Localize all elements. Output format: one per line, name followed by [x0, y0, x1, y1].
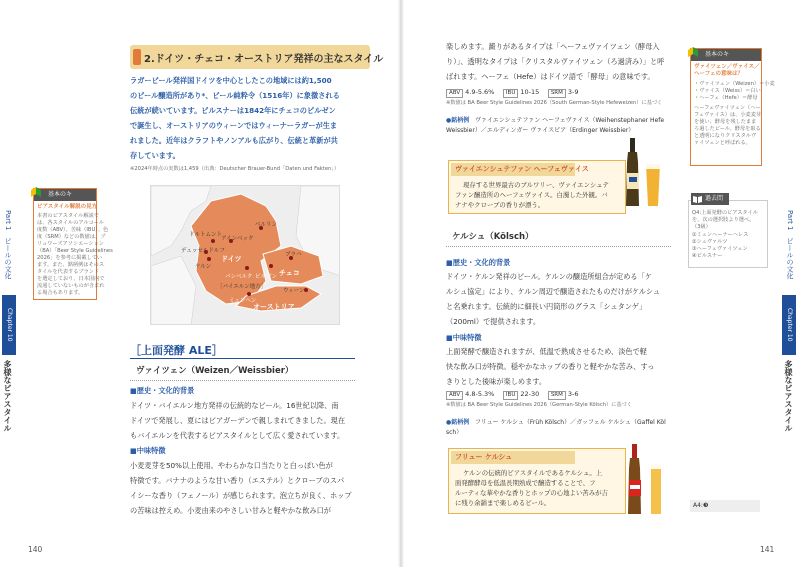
example1-text-2: Weissbier）／エルディンガー ヴァイスビア（Erdinger Weissbier）	[446, 127, 635, 134]
quiz-box	[688, 195, 768, 268]
frueh-koelsch-bottle-icon	[626, 444, 666, 516]
section-marker-icon	[133, 49, 141, 65]
kihon-line: タイルを代表するブランド	[37, 269, 100, 275]
quiz-line: Q4:上面発酵のビアスタイル	[692, 210, 758, 216]
book-gutter	[398, 0, 404, 567]
map-city-praha: プラハ	[285, 252, 302, 258]
style1-title: ヴァイツェン（Weizen／Weissbier）	[136, 366, 294, 376]
feature-line: の苦味は控えめ。小麦由来のやさしい甘みと軽やかな飲み口が	[130, 506, 331, 515]
kihon2-line: ・ヴァイス（Weiss）＝白い	[694, 88, 761, 94]
history2-line: と名乗れます。伝統的に細長い円筒形のグラス「シュタンゲ」	[446, 302, 647, 311]
kihon-box	[33, 188, 113, 300]
quiz-line: （3級）	[692, 224, 711, 230]
side-chapter-title-right: 多様なビアスタイル	[784, 360, 793, 432]
feature-label: ■中味特徴	[130, 446, 166, 455]
kihon2-line: を使い、酵母を残したまま	[694, 119, 757, 125]
quiz-header: 過去問	[691, 193, 729, 205]
section-heading	[130, 45, 384, 69]
quiz-option: ③ヘーフェヴァイツェン	[692, 246, 748, 252]
chapter-tab-right: Chapter 10	[782, 295, 796, 355]
quiz-option: ①ミュンヘーナーヘレス	[692, 232, 749, 238]
example2-label: ●銘柄例	[446, 419, 470, 426]
side-part-label: Part 1 ビールの文化	[4, 210, 12, 280]
rec2-line: ケルンの伝統的ビアスタイルであるケルシュ。上	[463, 469, 603, 477]
intro-line: 伝統が続いています。ビルスナーは1842年にチェコのピルゼン	[130, 106, 336, 115]
rec1-line: 現存する世界最古のブルワリー、ヴァイエンシュテ	[463, 181, 609, 189]
rec2-line: ルーティな華やかな香りとホップの心地よい苦みが吉	[455, 489, 608, 497]
cont-line: り）」、透明なタイプは「クリスタルヴァイツェン（ろ過済み）」と呼	[446, 57, 665, 66]
feature-line: イシーな香り（フェノール）が感じられます。泡立ちが良く、ホップ	[130, 491, 352, 500]
kihon-line: を選定しており、日本国内で	[37, 276, 105, 282]
kihon-line: ます。また、銘柄例はそのス	[37, 262, 105, 268]
history-line: ドイツで発展し、夏にはビアガーデンで親しまれてきました。現在	[130, 416, 346, 425]
feature2-label: ■中味特徴	[446, 333, 482, 342]
cont-line: 楽しめます。澱りがあるタイプは「ヘーフェヴァイツェン（酵母入	[446, 42, 660, 51]
kihon2-header: 基本のキ	[691, 49, 761, 61]
rec1-line: ナナやクローブの香りが漂う。	[455, 201, 545, 209]
footnote: ※2024年時点の実数は1,459（出典：Deutscher Brauer-Bund「Daten und Fakten」）	[130, 166, 340, 172]
quiz-answer: A4:❸	[690, 500, 760, 512]
spec-note-2: ※数値は BA Beer Style Guidelines 2026（German-Style Kölsch）に基づく	[446, 402, 632, 408]
feature-line: 特徴です。バナナのような甘い香り（エステル）とクローブのスパ	[130, 476, 345, 485]
kihon-line: は、各スタイルのアルコール	[37, 220, 105, 226]
kihon-title: ビアスタイル解説の見方	[37, 204, 98, 210]
spec-note-1: ※数値は BA Beer Style Guidelines 2026（South German-Style Hefeweizen）に基づく	[446, 100, 663, 106]
kihon2-line: ろ過したビール。酵母を取る	[694, 126, 761, 132]
map-shapes	[151, 186, 340, 325]
feature2-line: 快な飲み口が特徴。穏やかなホップの香りと軽やかな苦み、すっ	[446, 362, 655, 371]
divider	[130, 380, 355, 381]
recommend-box-2	[448, 448, 626, 514]
sub-heading-rule	[130, 358, 355, 359]
chapter-tab: Chapter 10	[2, 295, 16, 355]
beginner-leaf-icon	[687, 46, 699, 58]
weihenstephaner-bottle-icon	[624, 138, 664, 208]
map-label-germany: ドイツ	[221, 255, 242, 263]
kihon-line: 2026」を参考に掲載してい	[37, 255, 103, 261]
history2-line: ルシュ協定」により、ケルン周辺で醸造されたものだけがケルシュ	[446, 287, 661, 296]
map-city-wien: ウィーン	[283, 288, 305, 294]
kihon-line: （BA）「Beer Style Guidelines	[37, 248, 113, 254]
style2-title: ケルシュ（Kölsch）	[452, 232, 534, 242]
kihon-line: る場合もあります。	[37, 290, 84, 296]
kihon-box-2	[690, 48, 775, 166]
map-label-austria: オーストリア	[253, 303, 295, 311]
regional-map	[150, 185, 340, 325]
rec1-line: ファン醸造所のヘーフェヴァイス。白濁した外観。バ	[455, 191, 608, 199]
quiz-option: ②シュヴァルツ	[692, 239, 728, 245]
kihon-line: 流通していないものが含まれ	[37, 283, 105, 289]
kihon2-line: ヘーフェヴァイツェン（ヘー	[694, 105, 761, 111]
kihon-line: 本書のビアスタイル解説で	[37, 213, 99, 219]
intro-line: のビール醸造所があり*、ビール純粋令（1516年）に象徴される	[130, 91, 340, 100]
history-label: ■歴史・文化的背景	[130, 386, 195, 395]
kihon-line: 度数（ABV）、苦味（IBU）、色	[37, 227, 109, 233]
quiz-line: を、次の選択肢より選べ。	[692, 217, 755, 223]
map-city-koeln: ケルン	[195, 264, 212, 270]
rec1-title: ヴァイエンシュテファン ヘーフェヴァイス	[451, 163, 575, 176]
intro-line: ラガービール発祥国ドイツを中心としたこの地域には約1,500	[130, 76, 332, 85]
feature2-line: 上面発酵で醸造されますが、低温で熟成させるため、淡色で軽	[446, 347, 647, 356]
rec2-title: フリュー ケルシュ	[451, 451, 575, 464]
map-city-duesseldorf: デュッセルドルフ	[181, 248, 225, 254]
divider	[446, 246, 671, 247]
kihon-line: 度（SRM）などの数値は、ブ	[37, 234, 106, 240]
history-line: ドイツ・バイエルン地方発祥の伝統的なビール。16世紀以降、南	[130, 401, 339, 410]
intro-line: で誕生し、オーストリアのウィーンではウィーナーラガーが生ま	[130, 121, 338, 130]
kihon2-line: ・ヴァイツェン（Weizen）＝小麦	[694, 81, 775, 87]
kihon-line: リュワーズアソシエーション	[37, 241, 104, 247]
map-city-dortmund: ドルトムント	[189, 232, 223, 238]
kihon-header: 基本のキ	[34, 189, 96, 201]
side-part-label-right: Part 1 ビールの文化	[786, 210, 794, 280]
rec2-line: に残り余韻まで楽しめるビール。	[455, 499, 550, 507]
map-label-czech: チェコ	[279, 269, 300, 277]
feature-line: 小麦麦芽を50%以上使用。やわらかな口当たりと白っぽい色が	[130, 461, 333, 470]
spec-row-1: ABV 4.9-5.6% IBU 10-15 SRM 3-9	[446, 88, 579, 98]
kihon2-line: と透明になりクリスタルヴァイツェンと呼ばれる。	[694, 133, 757, 146]
page-number-left: 140	[28, 545, 43, 554]
map-city-pilsen: ピルゼン	[255, 274, 278, 280]
recommend-box-1	[448, 160, 626, 214]
history-line: もバイエルンを代表するビアスタイルとして広く愛されています。	[130, 431, 345, 440]
sub-heading: ［上面発酵 ALE］	[130, 344, 223, 357]
example2-text: フリュー ケルシュ（Früh Kölsch）／ガッフェル ケルシュ（Gaffel Köl	[475, 419, 666, 426]
beginner-leaf-icon	[30, 186, 42, 198]
intro-line: れました。近年はクラフトやノンアルも広がり、伝統と革新が共	[130, 136, 338, 145]
map-city-berlin: ベルリン	[255, 222, 278, 228]
history2-line: ドイツ・ケルン発祥のビール。ケルンの醸造所組合が定める「ケ	[446, 272, 652, 281]
section-title: 2.ドイツ・チェコ・オーストリア発祥の主なスタイル	[144, 54, 384, 65]
example1-label: ●銘柄例	[446, 117, 470, 124]
map-city-einbeck: アインベック	[221, 236, 254, 242]
map-label-bavaria: ［バイエルン地方］	[217, 284, 267, 290]
kihon2-line: ・ヘーフェ（Hefe）＝酵母	[694, 95, 758, 101]
side-chapter-title: 多様なビアスタイル	[3, 360, 12, 432]
map-city-muenchen: ミュンヘン	[229, 298, 257, 304]
spec-row-2: ABV 4.8-5.3% IBU 22-30 SRM 3-6	[446, 390, 579, 400]
page-number-right: 141	[760, 545, 775, 554]
book-icon	[693, 195, 702, 203]
intro-line: 存しています。	[130, 151, 180, 160]
feature2-line: きりとした後味が楽しめます。	[446, 377, 547, 386]
example2-text-2: sch）	[446, 429, 463, 436]
quiz-option: ④ピルスナー	[692, 253, 723, 259]
rec2-line: 面発酵酵母を低温長期熟成で醸造することで、フ	[455, 479, 596, 487]
map-city-bamberg: バンベルク	[225, 274, 253, 280]
kihon2-title: ヴァイツェン／ヴァイス／ヘーフェの意味は？	[694, 64, 760, 77]
cont-line: ばれます。ヘーフェ（Hefe）はドイツ語で「酵母」の意味です。	[446, 72, 655, 81]
example1-text: ヴァイエンシュテファン ヘーフェヴァイス（Weihenstephaner Hefe	[475, 117, 665, 124]
history2-line: （200ml）で提供されます。	[446, 317, 541, 326]
kihon2-line: フェヴァイス）は、小麦麦芽	[694, 112, 762, 118]
history2-label: ■歴史・文化的背景	[446, 258, 511, 267]
